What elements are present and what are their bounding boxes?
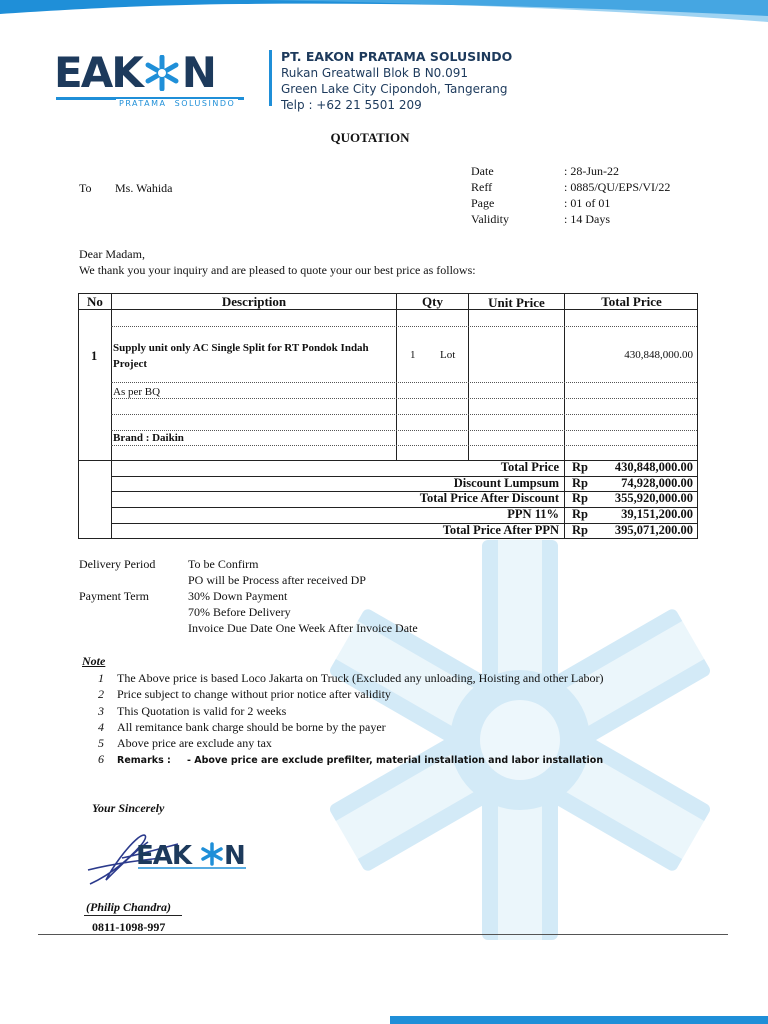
- payment-line-3: Invoice Due Date One Week After Invoice Date: [188, 621, 418, 635]
- closing: Your Sincerely: [92, 801, 165, 815]
- note-number: 1: [98, 671, 104, 685]
- note-number: 6: [98, 752, 104, 767]
- note-number: 4: [98, 719, 104, 734]
- header-no: No: [87, 294, 103, 309]
- recipient: [79, 181, 172, 196]
- company-logo: [54, 48, 246, 110]
- intro-text: We thank you your inquiry and are pleased to quote your our best price as follows:: [79, 263, 476, 277]
- header-total-price: Total Price: [601, 294, 662, 309]
- meta-label: Reff: [471, 180, 493, 194]
- item-unit: Lot: [440, 349, 456, 361]
- logo-sub-right: SOLUSINDO: [174, 99, 236, 108]
- total-label: Total Price: [500, 460, 559, 474]
- header-divider: [269, 50, 272, 106]
- note-item: [88, 670, 604, 686]
- signatory-name: (Philip Chandra): [86, 900, 172, 914]
- to-value: Ms. Wahida: [115, 181, 173, 195]
- company-address-1: Rukan Greatwall Blok B N0.091: [281, 66, 469, 80]
- svg-text:EAK: EAK: [136, 841, 192, 871]
- header-description: Description: [221, 294, 287, 309]
- notes-list: [88, 670, 604, 770]
- remark-text: - Above price are exclude prefilter, material installation and labor installation: [187, 755, 604, 767]
- after-ppn-label: Total Price After PPN: [442, 523, 559, 537]
- note-text: All remitance bank charge should be borne by the payer: [117, 719, 386, 734]
- meta-row-page: [471, 196, 670, 212]
- delivery-line-2: PO will be Process after received DP: [188, 573, 366, 587]
- item-description: [113, 340, 395, 372]
- after-discount-currency: Rp: [572, 491, 588, 505]
- signature: [82, 818, 262, 894]
- after-discount-value: 355,920,000.00: [614, 491, 693, 505]
- meta-value: : 01 of 01: [564, 196, 611, 210]
- item-no: 1: [91, 349, 98, 363]
- meta-value: : 0885/QU/EPS/VI/22: [564, 180, 671, 194]
- company-info: [281, 49, 512, 113]
- company-address-2: Green Lake City Cipondoh, Tangerang: [281, 82, 508, 96]
- item-desc-line-2: Project: [113, 358, 147, 370]
- item-qty: 1: [410, 349, 416, 361]
- meta-label: Validity: [471, 212, 509, 226]
- item-desc-line-1: Supply unit only AC Single Split for RT Pondok Indah: [113, 342, 369, 354]
- meta-value: : 28-Jun-22: [564, 164, 619, 178]
- bottom-bar: [390, 1016, 768, 1024]
- logo-sub-left: PRATAMA: [119, 99, 167, 108]
- delivery-line-1: To be Confirm: [188, 557, 259, 571]
- greeting: Dear Madam,: [79, 247, 145, 261]
- to-label: To: [79, 181, 92, 195]
- header-qty: Qty: [422, 294, 443, 309]
- item-brand: Brand : Daikin: [113, 432, 184, 444]
- logo-text-right: N: [181, 48, 215, 97]
- after-ppn-value: 395,071,200.00: [614, 523, 693, 537]
- item-note: As per BQ: [113, 386, 161, 398]
- ppn-value: 39,151,200.00: [621, 507, 693, 521]
- note-item: [88, 735, 604, 751]
- note-text: This Quotation is valid for 2 weeks: [117, 703, 287, 718]
- name-underline: [84, 915, 182, 916]
- header-unit-price: Unit Price: [488, 295, 545, 310]
- signatory-phone: 0811-1098-997: [92, 920, 166, 934]
- after-ppn-currency: Rp: [572, 523, 588, 537]
- meta-row-date: [471, 164, 670, 180]
- delivery-label: Delivery Period: [79, 557, 156, 571]
- note-title: Note: [82, 654, 106, 668]
- company-name: PT. EAKON PRATAMA SOLUSINDO: [281, 49, 513, 64]
- document-title: QUOTATION: [330, 130, 410, 145]
- note-item: [88, 719, 604, 735]
- ppn-currency: Rp: [572, 507, 588, 521]
- payment-line-1: 30% Down Payment: [188, 589, 288, 603]
- meta-value: : 14 Days: [564, 212, 610, 226]
- meta-row-reff: [471, 180, 670, 196]
- meta-label: Date: [471, 164, 494, 178]
- remark-label: Remarks :: [117, 755, 171, 767]
- meta-block: [471, 164, 670, 228]
- logo-text-left: EAK: [54, 48, 142, 97]
- note-text: The Above price is based Loco Jakarta on Truck (Excluded any unloading, Hoisting and other Labor): [117, 671, 604, 685]
- note-text: Above price are exclude any tax: [117, 736, 272, 751]
- discount-currency: Rp: [572, 476, 588, 490]
- meta-label: Page: [471, 196, 495, 210]
- note-item: [88, 686, 604, 702]
- discount-label: Discount Lumpsum: [453, 476, 559, 490]
- payment-line-2: 70% Before Delivery: [188, 605, 291, 619]
- item-total: 430,848,000.00: [624, 349, 693, 361]
- logo-subtitle: [116, 99, 238, 108]
- company-phone: Telp : +62 21 5501 209: [281, 98, 422, 112]
- payment-label: Payment Term: [79, 589, 149, 603]
- logo-snowflake-icon: [142, 52, 182, 88]
- note-item: [88, 703, 604, 719]
- note-number: 2: [98, 687, 104, 702]
- discount-value: 74,928,000.00: [621, 476, 693, 490]
- quotation-table: [78, 293, 698, 539]
- total-value: 430,848,000.00: [614, 460, 693, 474]
- ppn-label: PPN 11%: [507, 507, 559, 521]
- total-currency: Rp: [572, 460, 588, 474]
- note-number: 5: [98, 736, 104, 751]
- after-discount-label: Total Price After Discount: [419, 491, 559, 505]
- note-number: 3: [98, 703, 104, 718]
- note-text: Price subject to change without prior notice after validity: [117, 687, 391, 702]
- svg-text:N: N: [224, 841, 246, 871]
- meta-row-validity: [471, 212, 670, 228]
- logo-wordmark: [54, 48, 215, 97]
- note-remark: [88, 751, 604, 769]
